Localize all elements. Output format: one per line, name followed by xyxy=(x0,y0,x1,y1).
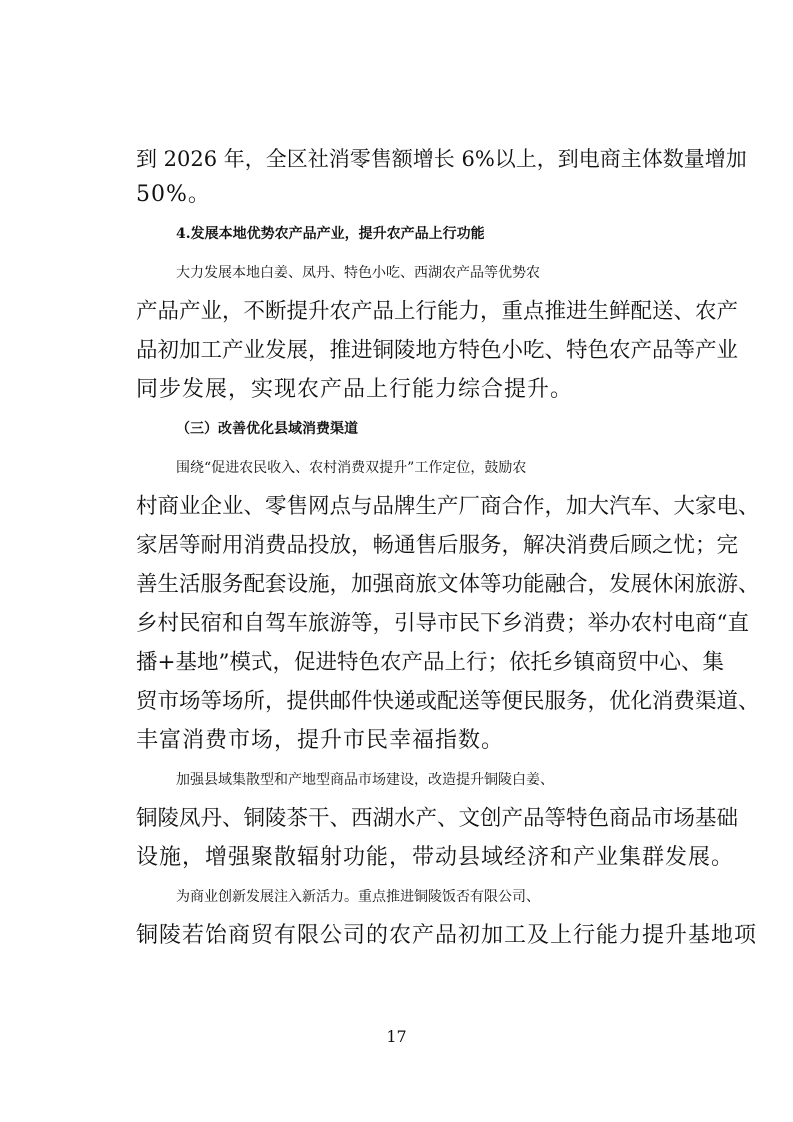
page-number: 17 xyxy=(386,1027,407,1046)
text-line: 贸市场等场所，提供邮件快递或配送等便民服务，优化消费渠道、 xyxy=(136,689,760,714)
text-line: 村商业企业、零售网点与品牌生产厂商合作，加大汽车、大家电、 xyxy=(136,494,760,519)
section-heading: （三）改善优化县域消费渠道 xyxy=(176,421,358,437)
text-line: 播+基地”模式，促进特色农产品上行；依托乡镇商贸中心、集 xyxy=(136,650,725,675)
text-line: 50%。 xyxy=(136,182,211,207)
text-line: 家居等耐用消费品投放，畅通售后服务，解决消费后顾之忧；完 xyxy=(136,533,739,558)
text-line: 为商业创新发展注入新活力。重点推进铜陵饭否有限公司、 xyxy=(176,889,540,905)
text-line: 大力发展本地白姜、凤丹、特色小吃、西湖农产品等优势农 xyxy=(176,265,540,281)
text-line: 设施，增强聚散辐射功能，带动县域经济和产业集群发展。 xyxy=(136,845,735,870)
text-line: 围绕“促进农民收入、农村消费双提升”工作定位，鼓励农 xyxy=(176,460,527,476)
section-heading: 4.发展本地优势农产品产业，提升农产品上行功能 xyxy=(176,226,485,242)
text-line: 同步发展，实现农产品上行能力综合提升。 xyxy=(136,377,574,402)
text-line: 丰富消费市场，提升市民幸福指数。 xyxy=(136,728,505,753)
text-line: 善生活服务配套设施，加强商旅文体等功能融合，发展休闲旅游、 xyxy=(136,572,760,597)
text-line: 铜陵若饴商贸有限公司的农产品初加工及上行能力提升基地项 xyxy=(136,923,758,948)
text-line: 到 2026 年，全区社消零售额增长 6%以上，到电商主体数量增加 xyxy=(136,147,747,171)
text-line: 铜陵凤丹、铜陵茶干、西湖水产、文创产品等特色商品市场基础 xyxy=(136,806,739,831)
text-line: 乡村民宿和自驾车旅游等，引导市民下乡消费；举办农村电商“直 xyxy=(136,611,749,636)
text-line: 产品产业，不断提升农产品上行能力，重点推进生鲜配送、农产 xyxy=(136,299,739,324)
text-line: 品初加工产业发展，推进铜陵地方特色小吃、特色农产品等产业 xyxy=(136,338,739,363)
text-line: 加强县域集散型和产地型商品市场建设，改造提升铜陵白姜、 xyxy=(176,772,554,788)
